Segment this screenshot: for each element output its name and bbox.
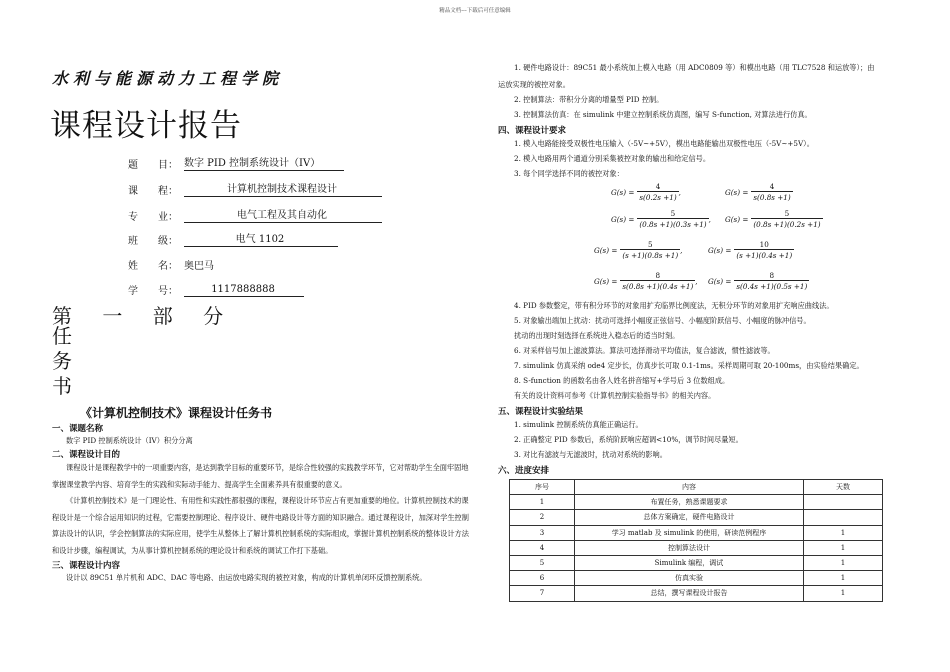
requirement-item: 7. simulink 仿真采纳 ode4 定步长，仿真步长可取 0.1-1ms。采样周期可取 20-100ms，由实验结果确定。 [514, 361, 864, 370]
info-label: 班 级： [128, 236, 178, 247]
info-row-topic [128, 153, 344, 171]
report-title: 课程设计报告 [50, 108, 242, 144]
table-cell: 1 [804, 555, 883, 570]
transfer-function: G(s) = $\frac{4}{s(0.8s +1)}$ [725, 182, 791, 202]
table-header: 天数 [804, 480, 883, 495]
table-header-row [510, 480, 883, 495]
table-cell: 3 [510, 525, 575, 540]
info-value-student-id: 1117888888 [184, 284, 304, 297]
requirement-item: 1. 模入电路能接受双极性电压输入（-5V~+5V），模出电路能输出双极性电压（-5V~+5V）。 [514, 139, 814, 148]
content-item: 1. 硬件电路设计：89C51 最小系统加上模入电路（用 ADC0809 等）和模出电路（用 TLC7528 和运放等）；由 [514, 63, 875, 72]
table-cell: 6 [510, 571, 575, 586]
transfer-function: G(s) = $\frac{10}{(s +1)(0.4s +1)}$ [708, 240, 793, 260]
transfer-function: G(s) = $\frac{5}{(s +1)(0.8s +1)}$ , [594, 240, 683, 260]
table-cell: 2 [510, 510, 575, 525]
schedule-table [509, 479, 883, 602]
section-5-title: 五、课程设计实验结果 [498, 407, 584, 417]
table-row [510, 540, 883, 555]
info-label: 专 业： [128, 212, 178, 223]
table-cell [804, 510, 883, 525]
content-item: 3. 控制算法仿真：在 simulink 中建立控制系统仿真图，编写 S-function, 对算法进行仿真。 [514, 110, 812, 119]
section-1-title: 一、课题名称 [52, 424, 104, 434]
info-value-major: 电气工程及其自动化 [184, 206, 382, 223]
part-heading-vertical [52, 324, 74, 399]
table-row [510, 495, 883, 510]
info-label: 学 号： [128, 286, 178, 297]
requirement-item: 有关的设计资料可参考《计算机控制实验指导书》的相关内容。 [514, 391, 716, 400]
table-cell: 1 [804, 586, 883, 601]
table-cell: 布置任务，熟悉课题要求 [575, 495, 804, 510]
section-3-title: 三、课程设计内容 [52, 561, 121, 571]
table-row [510, 586, 883, 601]
requirement-item: 扰动的出现时刻选择在系统进入稳态后的适当时刻。 [514, 331, 680, 340]
info-value-topic: 数字 PID 控制系统设计（IV） [184, 154, 344, 171]
content-item: 运放实现的被控对象。 [498, 80, 570, 89]
table-cell: 总结，撰写课程设计报告 [575, 586, 804, 601]
section-1-text: 数字 PID 控制系统设计（IV）积分分离 [66, 436, 193, 445]
transfer-function: G(s) = $\frac{5}{(0.8s +1)(0.2s +1)}$ [725, 209, 821, 229]
table-cell: 7 [510, 586, 575, 601]
info-label: 姓 名： [128, 261, 178, 272]
section-2-paragraph-2: 《计算机控制技术》是一门理论性、有用性和实践性都很强的课程，课程设计环节应占有更加重要的地位。计算机控制技术的课程设计是一个综合运用知识的过程，它需要控制理论、程序设计、硬件电路设计等方面的知识融合。通过课程设计，加深对学生控制算法设计的认识，学会控制算法的实际应用，使学生从整体上了解计算机控制系统的实际组成，掌握计算机控制系统的整体设计方法和设计步骤，编程调试，为从事计算机控制系统的理论设计和系统的调试工作打下基础。 [52, 496, 469, 555]
table-header: 内容 [575, 480, 804, 495]
info-row-student-id [128, 279, 304, 297]
table-cell: 仿真实验 [575, 571, 804, 586]
requirement-item: 3. 每个同学选择不同的被控对象： [514, 169, 624, 178]
info-label: 课 程： [128, 186, 178, 197]
requirement-item: 4. PID 参数整定，带有积分环节的对象用扩充临界比例度法，无积分环节的对象用扩充响应曲线法。 [514, 301, 834, 310]
table-cell: 4 [510, 540, 575, 555]
section-3-text: 设计以 89C51 单片机和 ADC、DAC 等电路、由运放电路实现的被控对象，构成的计算机单闭环反馈控制系统。 [66, 573, 427, 582]
result-item: 2. 正确整定 PID 参数后，系统阶跃响应超调<10%，调节时间尽量短。 [514, 435, 743, 444]
table-cell: 1 [804, 525, 883, 540]
task-book-title: 《计算机控制技术》课程设计任务书 [80, 406, 273, 420]
requirement-item: 5. 对象输出端加上扰动：扰动可选择小幅度正弦信号、小幅度阶跃信号、小幅度的脉冲信号。 [514, 316, 811, 325]
result-item: 3. 对比有滤波与无滤波时，扰动对系统的影响。 [514, 450, 667, 459]
transfer-function: G(s) = $\frac{4}{s(0.2s +1)}$ , [611, 182, 681, 202]
result-item: 1. simulink 控制系统仿真能正确运行。 [514, 420, 643, 429]
table-header: 序号 [510, 480, 575, 495]
part-char: 务 [52, 349, 72, 373]
part-char: 书 [52, 374, 72, 398]
transfer-function: G(s) = $\frac{5}{(0.8s +1)(0.3s +1)}$ , [611, 209, 711, 229]
section-2-paragraph-1: 课程设计是课程教学中的一项重要内容，是达到教学目标的重要环节，是综合性较强的实践教学环节，它对帮助学生全面牢固地掌握课堂教学内容、培育学生的实践和实际动手能力、提高学生全面素养具有很重要的意义。 [52, 463, 469, 489]
transfer-function: G(s) = $\frac{8}{s(0.8s +1)(0.4s +1)}$ , [594, 271, 698, 291]
transfer-function: G(s) = $\frac{8}{s(0.4s +1)(0.5s +1)}$ [708, 271, 808, 291]
info-row-major [128, 205, 382, 223]
table-row [510, 571, 883, 586]
part-heading: 第 一 部 分 [52, 304, 236, 328]
requirement-item: 6. 对采样信号加上滤波算法。算法可选择滑动平均值法，复合滤波，惯性滤波等。 [514, 346, 775, 355]
info-row-class [128, 229, 338, 247]
content-item: 2. 控制算法：带积分分离的增量型 PID 控制。 [514, 95, 664, 104]
table-row [510, 555, 883, 570]
info-value-name: 奥巴马 [184, 261, 214, 272]
table-cell [804, 495, 883, 510]
info-row-course [128, 179, 382, 197]
table-cell: 学习 matlab 及 simulink 的使用，研读范例程序 [575, 525, 804, 540]
info-row-name [128, 254, 214, 272]
table-cell: 控制算法设计 [575, 540, 804, 555]
table-cell: 1 [804, 571, 883, 586]
table-cell: Simulink 编程，调试 [575, 555, 804, 570]
info-value-course: 计算机控制技术课程设计 [184, 180, 382, 197]
requirement-item: 2. 模入电路用两个通道分别采集被控对象的输出和给定信号。 [514, 154, 711, 163]
part-char: 任 [52, 324, 72, 348]
section-6-title: 六、进度安排 [498, 466, 550, 476]
table-cell: 1 [804, 540, 883, 555]
table-row [510, 525, 883, 540]
left-content [52, 422, 470, 585]
requirement-item: 8. S-function 的函数名由各人姓名拼音缩写+学号后 3 位数组成。 [514, 376, 730, 385]
page-header: 精品文档---下载后可任意编辑 [439, 8, 511, 14]
school-name: 水利与能源动力工程学院 [52, 69, 284, 88]
table-cell: 1 [510, 495, 575, 510]
section-2-title: 二、课程设计目的 [52, 450, 121, 460]
table-cell: 总体方案确定，硬件电路设计 [575, 510, 804, 525]
table-row [510, 510, 883, 525]
section-4-title: 四、课程设计要求 [498, 126, 567, 136]
table-cell: 5 [510, 555, 575, 570]
info-value-class: 电气 1102 [184, 230, 338, 247]
info-label: 题 目： [128, 160, 178, 171]
